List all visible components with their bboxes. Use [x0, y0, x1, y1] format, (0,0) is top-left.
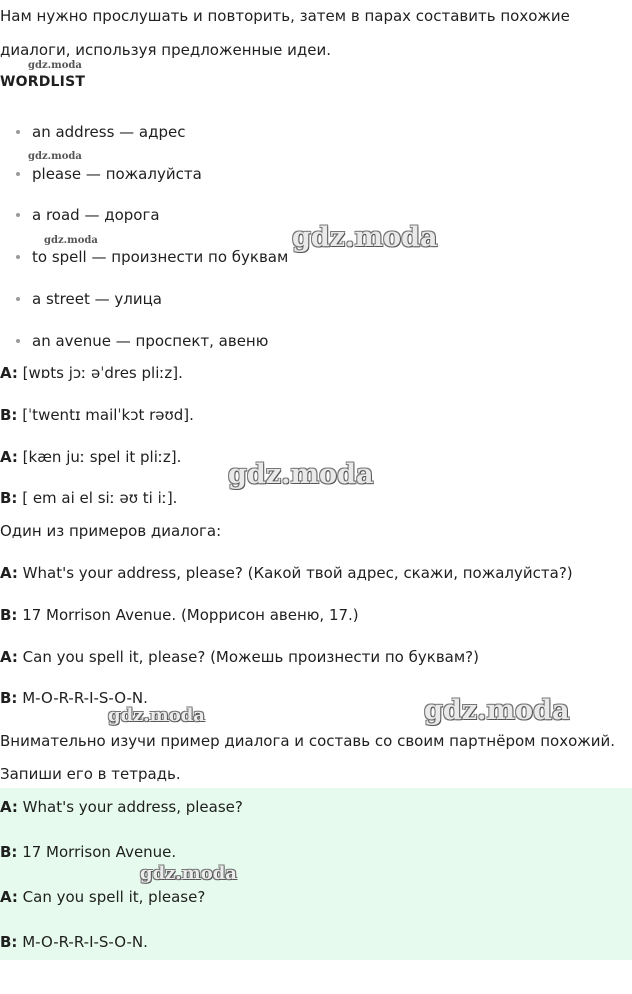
example-dialog-line: B: 17 Morrison Avenue. (Моррисон авеню, 17.) [0, 606, 359, 624]
instruction-line-2: Запиши его в тетрадь. [0, 765, 181, 783]
bullet-icon [16, 255, 20, 259]
transcription-line: A: [kæn juː spel it pliːz]. [0, 448, 182, 466]
wordlist-item: a road — дорога [16, 205, 160, 225]
example-dialog-line: A: What's your address, please? (Какой твой адрес, скажи, пожалуйста?) [0, 564, 573, 582]
example-dialog-line: B: M-O-R-R-I-S-O-N. [0, 689, 148, 707]
answer-dialog-line: B: M-O-R-R-I-S-O-N. [0, 933, 148, 951]
wordlist-item: please — пожалуйста [16, 164, 202, 184]
transcription-line: B: [ˈtwentɪ mailˈkɔt rəʊd]. [0, 406, 194, 424]
watermark-logo: gdz.moda [228, 459, 374, 490]
intro-line-2: диалоги, используя предложенные идеи. [0, 41, 332, 59]
wordlist-item: an address — адрес [16, 122, 186, 142]
intro-line-1: Нам нужно прослушать и повторить, затем в парах составить похожие [0, 7, 570, 25]
wordlist-heading: WORDLIST [0, 74, 86, 90]
transcription-line: A: [wɒts jɔː əˈdres pliːz]. [0, 364, 183, 382]
watermark-logo: gdz.moda [140, 863, 237, 884]
watermark-logo: gdz.moda [292, 222, 438, 253]
transcription-line: B: [ em ai el siː əʊ ti iː]. [0, 489, 178, 507]
instruction-line-1: Внимательно изучи пример диалога и составь со своим партнёром похожий. [0, 732, 616, 750]
wordlist-item: an avenue — проспект, авеню [16, 331, 268, 351]
watermark-logo: gdz.moda [44, 235, 98, 246]
watermark-logo: gdz.moda [28, 60, 82, 71]
watermark-logo: gdz.moda [28, 151, 82, 162]
answer-dialog-line: A: What's your address, please? [0, 798, 243, 816]
example-intro: Один из примеров диалога: [0, 522, 222, 540]
example-dialog-line: A: Can you spell it, please? (Можешь произнести по буквам?) [0, 648, 479, 666]
watermark-logo: gdz.moda [424, 695, 570, 726]
wordlist-item: to spell — произнести по буквам [16, 247, 288, 267]
bullet-icon [16, 213, 20, 217]
bullet-icon [16, 130, 20, 134]
answer-dialog-line: B: 17 Morrison Avenue. [0, 843, 177, 861]
wordlist-item: a street — улица [16, 289, 162, 309]
answer-dialog-line: A: Can you spell it, please? [0, 888, 206, 906]
bullet-icon [16, 297, 20, 301]
bullet-icon [16, 172, 20, 176]
bullet-icon [16, 339, 20, 343]
watermark-logo: gdz.moda [108, 705, 205, 726]
